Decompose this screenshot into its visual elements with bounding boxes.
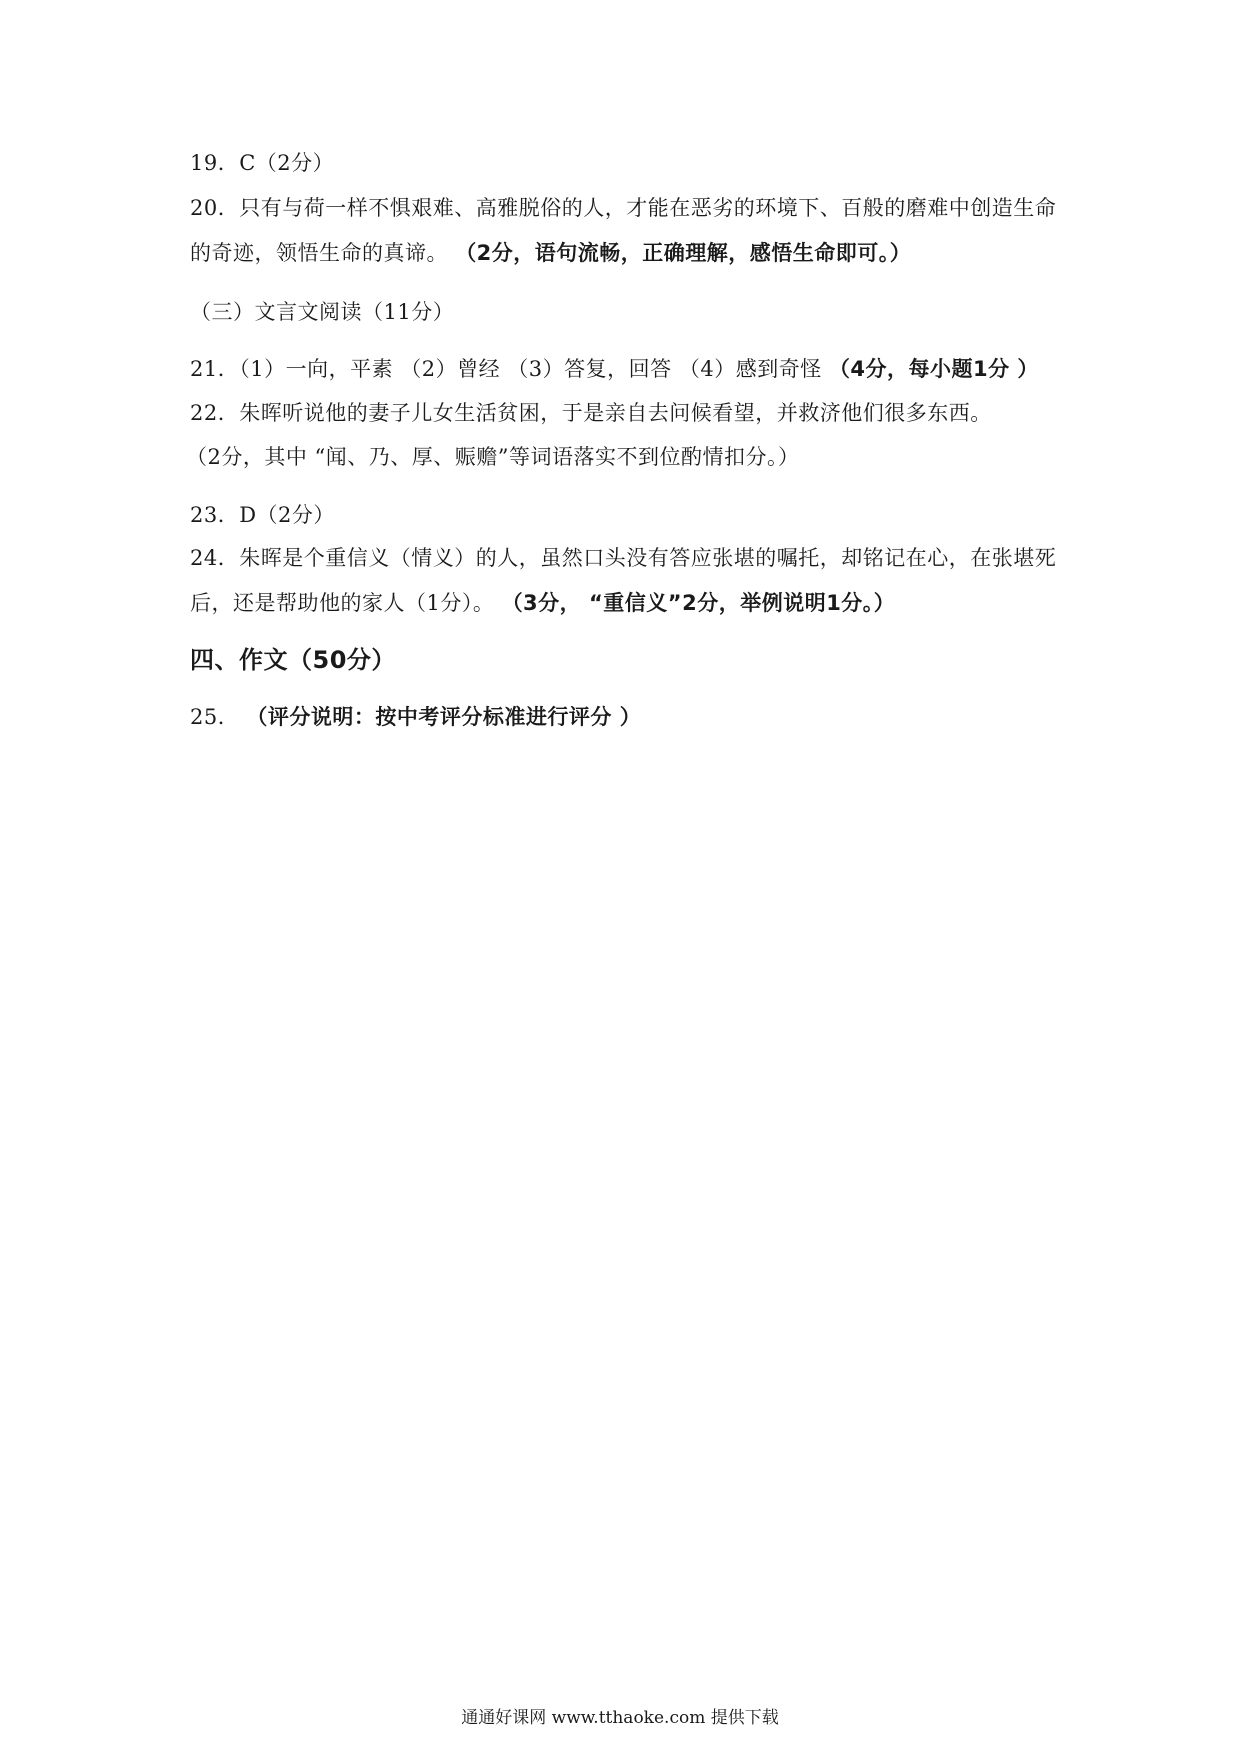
answer-20-scoring-note: （2分，语句流畅，正确理解，感悟生命即可。） bbox=[455, 241, 912, 265]
answer-23: 23．D（2分） bbox=[190, 503, 335, 527]
answer-20-line-2: 的奇迹，领悟生命的真谛。 （2分，语句流畅，正确理解，感悟生命即可。） bbox=[190, 241, 912, 265]
answer-24-line-2: 后，还是帮助他的家人（1分）。 （3分， “重信义”2分，举例说明1分。） bbox=[190, 591, 896, 615]
footer-text: 通通好课网 www.tthaoke.com 提供下载 bbox=[461, 1708, 779, 1728]
answer-24-line-1: 24．朱晖是个重信义（情义）的人，虽然口头没有答应张堪的嘱托，却铭记在心，在张堪死 bbox=[190, 546, 1057, 570]
answer-22-scoring-note: （2分，其中 “闻、乃、厚、赈赡”等词语落实不到位酌情扣分。） bbox=[186, 445, 800, 469]
section-3-heading: （三）文言文阅读（11分） bbox=[190, 300, 455, 324]
answer-20-line-1: 20．只有与荷一样不惧艰难、高雅脱俗的人，才能在恶劣的环境下、百般的磨难中创造生命 bbox=[190, 196, 1057, 220]
answer-19: 19．C（2分） bbox=[190, 151, 335, 175]
answer-21-scoring-note: （4分，每小题1分 ） bbox=[828, 357, 1039, 381]
answer-21: 21．（1）一向，平素 （2）曾经 （3）答复，回答 （4）感到奇怪 （4分，每小题1分 ） bbox=[190, 357, 1039, 381]
answer-24-scoring-note: （3分， “重信义”2分，举例说明1分。） bbox=[501, 591, 896, 615]
page-footer bbox=[0, 1706, 1240, 1730]
section-4-heading: 四、作文（50分） bbox=[190, 646, 396, 674]
answer-22: 22．朱晖听说他的妻子儿女生活贫困，于是亲自去问候看望，并救济他们很多东西。 bbox=[190, 401, 992, 425]
answer-25: 25． （评分说明：按中考评分标准进行评分 ） bbox=[190, 705, 642, 729]
answer-25-scoring-note: （评分说明：按中考评分标准进行评分 ） bbox=[246, 705, 642, 729]
